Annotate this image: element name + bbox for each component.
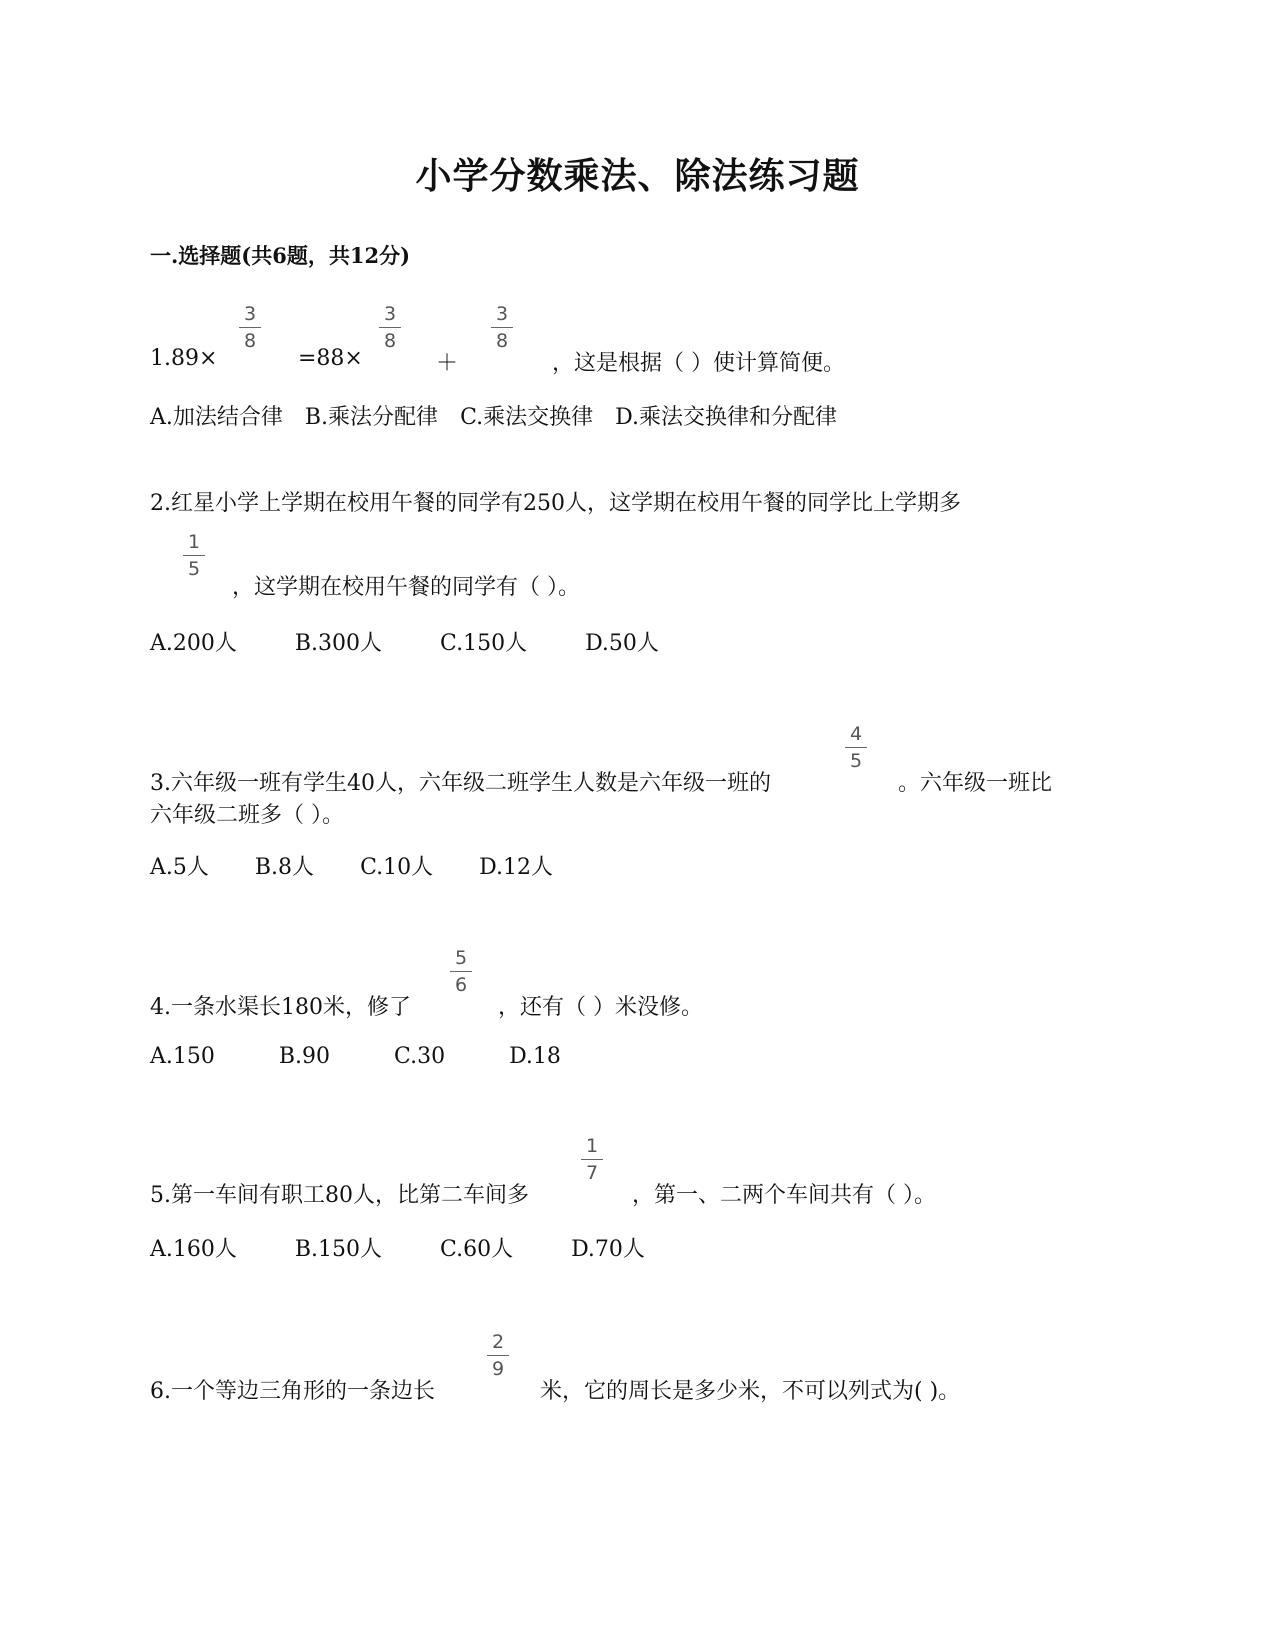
question-text: 1.89× xyxy=(150,346,218,371)
option[interactable]: B.乘法分配律 xyxy=(304,405,439,430)
option[interactable]: C.60人 xyxy=(440,1237,514,1262)
question-text: 2.红星小学上学期在校用午餐的同学有250人，这学期在校用午餐的同学比上学期多 xyxy=(150,491,961,516)
option[interactable]: B.300人 xyxy=(294,631,383,656)
option[interactable]: A.200人 xyxy=(150,631,237,656)
fraction: 3 8 xyxy=(236,302,264,353)
fraction: 5 6 xyxy=(447,946,475,997)
options xyxy=(150,850,553,881)
question-text: ，还有（ ）米没修。 xyxy=(498,995,703,1020)
option[interactable]: A.加法结合律 xyxy=(150,405,283,430)
question-text: ，这是根据（ ）使计算简便。 xyxy=(552,351,845,376)
option[interactable]: B.90 xyxy=(278,1044,331,1069)
question-text: 5.第一车间有职工80人，比第二车间多 xyxy=(150,1183,529,1208)
fraction: 4 5 xyxy=(842,722,870,773)
question-text: 米，它的周长是多少米，不可以列式为( )。 xyxy=(540,1379,961,1404)
option[interactable]: D.乘法交换律和分配律 xyxy=(615,405,837,430)
option[interactable]: A.150 xyxy=(150,1044,215,1069)
option[interactable]: A.160人 xyxy=(150,1237,237,1262)
option[interactable]: C.乘法交换律 xyxy=(460,405,594,430)
option[interactable]: B.8人 xyxy=(254,855,315,880)
fraction: 3 8 xyxy=(376,302,404,353)
option[interactable]: D.50人 xyxy=(585,631,659,656)
option[interactable]: C.30 xyxy=(394,1044,446,1069)
option[interactable]: D.70人 xyxy=(571,1237,645,1262)
options xyxy=(150,1232,645,1263)
option[interactable]: C.150人 xyxy=(440,631,528,656)
question-text: ，第一、二两个车间共有（ ）。 xyxy=(632,1183,936,1208)
fraction: 2 9 xyxy=(484,1330,512,1381)
options xyxy=(150,1044,561,1069)
page-title: 小学分数乘法、除法练习题 xyxy=(415,155,860,197)
question-text: =88× xyxy=(298,346,363,371)
option[interactable]: A.5人 xyxy=(150,855,209,880)
options xyxy=(150,626,659,657)
section-heading: 一.选择题(共6题，共12分) xyxy=(150,243,411,268)
question-text: ，这学期在校用午餐的同学有（ ）。 xyxy=(232,575,580,600)
fraction: 3 8 xyxy=(488,302,516,353)
question-text: 6.一个等边三角形的一条边长 xyxy=(150,1379,435,1404)
option[interactable]: D.12人 xyxy=(479,855,553,880)
options xyxy=(150,400,837,431)
question-text: 4.一条水渠长180米，修了 xyxy=(150,995,411,1020)
question-text: 。六年级一班比 xyxy=(898,771,1053,796)
option[interactable]: B.150人 xyxy=(294,1237,383,1262)
option[interactable]: C.10人 xyxy=(360,855,434,880)
question-text: 六年级二班多（ ）。 xyxy=(150,803,344,828)
question-text: 3.六年级一班有学生40人，六年级二班学生人数是六年级一班的 xyxy=(150,771,771,796)
fraction: 1 5 xyxy=(180,530,208,581)
fraction: 1 7 xyxy=(578,1134,606,1185)
option[interactable]: D.18 xyxy=(509,1044,561,1069)
question-text: ＋ xyxy=(436,351,459,376)
